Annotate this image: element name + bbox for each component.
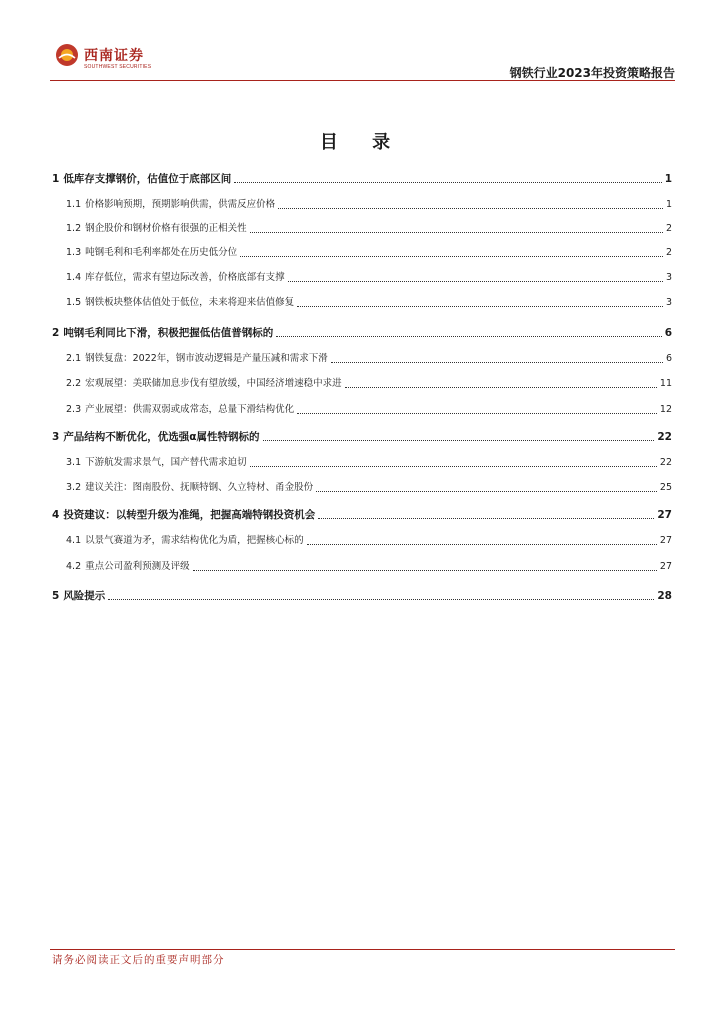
toc-leader-dots [318,517,654,519]
toc-entry-page: 25 [659,482,672,493]
toc-entry-title: 宏观展望：美联储加息步伐有望放缓，中国经济增速稳中求进 [85,378,342,389]
toc-entry-title: 风险提示 [63,590,106,602]
toc-leader-dots [316,490,657,492]
toc-entry[interactable] [66,246,672,260]
toc-entry[interactable] [66,352,672,366]
toc-leader-dots [276,335,661,337]
toc-entry-title: 产业展望：供需双弱或成常态，总量下滑结构优化 [85,404,295,415]
toc-entry-number: 2.1 [66,353,82,364]
toc-entry-title: 下游航发需求景气，国产替代需求迫切 [85,457,247,468]
toc-entry-page: 22 [657,431,672,443]
toc-entry-title: 投资建议：以转型升级为准绳，把握高端特钢投资机会 [63,509,316,521]
toc-entry[interactable] [66,377,672,391]
toc-leader-dots [240,255,663,257]
page-header [50,40,675,82]
toc-entry-number: 2.2 [66,378,82,389]
toc-entry[interactable] [52,589,672,603]
toc-entry-title: 库存低位，需求有望边际改善，价格底部有支撑 [85,272,285,283]
toc-entry-page: 27 [659,561,672,572]
toc-entry-title: 吨钢毛利和毛利率都处在历史低分位 [85,247,238,258]
logo-chinese-name: 西南证券 [84,48,144,64]
toc-entry-number: 1.2 [66,223,82,234]
toc-entry[interactable] [66,296,672,310]
toc-leader-dots [297,412,657,414]
toc-entry[interactable] [66,481,672,495]
toc-entry-number: 1.1 [66,199,82,210]
toc-entry-page: 12 [659,404,672,415]
toc-entry-page: 2 [665,223,672,234]
toc-entry-page: 3 [665,297,672,308]
toc-leader-dots [234,181,661,183]
toc-entry-page: 11 [659,378,672,389]
toc-entry-number: 4.1 [66,535,82,546]
toc-entry-title: 钢铁板块整体估值处于低位，未来将迎来估值修复 [85,297,295,308]
toc-entry-page: 27 [659,535,672,546]
toc-entry-page: 1 [664,173,672,185]
toc-leader-dots [250,465,657,467]
logo-icon [55,43,79,67]
toc-entry-title: 建议关注：图南股份、抚顺特钢、久立特材、甬金股份 [85,482,314,493]
toc-leader-dots [297,305,663,307]
toc-entry[interactable] [66,456,672,470]
toc-leader-dots [307,543,657,545]
toc-entry-title: 价格影响预期，预期影响供需，供需反应价格 [85,199,276,210]
toc-leader-dots [250,231,663,233]
toc-entry-title: 钢铁复盘：2022年，钢市波动逻辑是产量压减和需求下滑 [85,353,328,364]
toc-entry-number: 1.3 [66,247,82,258]
toc-entry-page: 22 [659,457,672,468]
toc-entry-page: 6 [664,327,672,339]
logo-english-name: SOUTHWEST SECURITIES [84,64,152,70]
toc-entry-page: 28 [657,590,672,602]
toc-entry[interactable] [66,534,672,548]
toc-entry[interactable] [66,560,672,574]
toc-entry-number: 1.4 [66,272,82,283]
toc-entry-number: 3.2 [66,482,82,493]
toc-entry-page: 27 [657,509,672,521]
toc-entry-title: 以景气赛道为矛，需求结构优化为盾，把握核心标的 [85,535,304,546]
footer-divider [50,949,675,950]
toc-entry-number: 1 [52,173,60,185]
toc-entry-title: 钢企股价和钢材价格有很强的正相关性 [85,223,247,234]
toc-entry-title: 产品结构不断优化，优选强α属性特钢标的 [63,431,260,443]
toc-entry[interactable] [52,430,672,444]
toc-entry[interactable] [66,222,672,236]
toc-leader-dots [108,598,654,600]
toc-entry-title: 重点公司盈利预测及评级 [85,561,190,572]
toc-entry-number: 3.1 [66,457,82,468]
toc-entry-number: 2 [52,327,60,339]
toc-title: 目 录 [319,132,405,153]
toc-entry-number: 3 [52,431,60,443]
toc-entry[interactable] [52,172,672,186]
toc-leader-dots [288,280,663,282]
toc-entry-page: 3 [665,272,672,283]
toc-entry-page: 2 [665,247,672,258]
toc-entry-page: 1 [665,199,672,210]
toc-entry-title: 吨钢毛利同比下滑，积极把握低估值普钢标的 [63,327,274,339]
toc-leader-dots [278,207,663,209]
toc-entry-number: 4.2 [66,561,82,572]
toc-entry-page: 6 [665,353,672,364]
toc-entry[interactable] [66,198,672,212]
toc-entry[interactable] [66,271,672,285]
header-divider [50,80,675,81]
toc-entry-title: 低库存支撑钢价，估值位于底部区间 [63,173,232,185]
footer-disclaimer: 请务必阅读正文后的重要声明部分 [52,954,225,966]
toc-entry[interactable] [52,508,672,522]
toc-leader-dots [263,439,655,441]
toc-entry-number: 5 [52,590,60,602]
toc-entry-number: 1.5 [66,297,82,308]
toc-leader-dots [331,361,663,363]
toc-leader-dots [345,386,657,388]
toc-entry-number: 2.3 [66,404,82,415]
toc-entry[interactable] [52,326,672,340]
toc-entry-number: 4 [52,509,60,521]
toc-entry[interactable] [66,403,672,417]
report-title: 钢铁行业2023年投资策略报告 [509,66,675,80]
toc-leader-dots [193,569,657,571]
